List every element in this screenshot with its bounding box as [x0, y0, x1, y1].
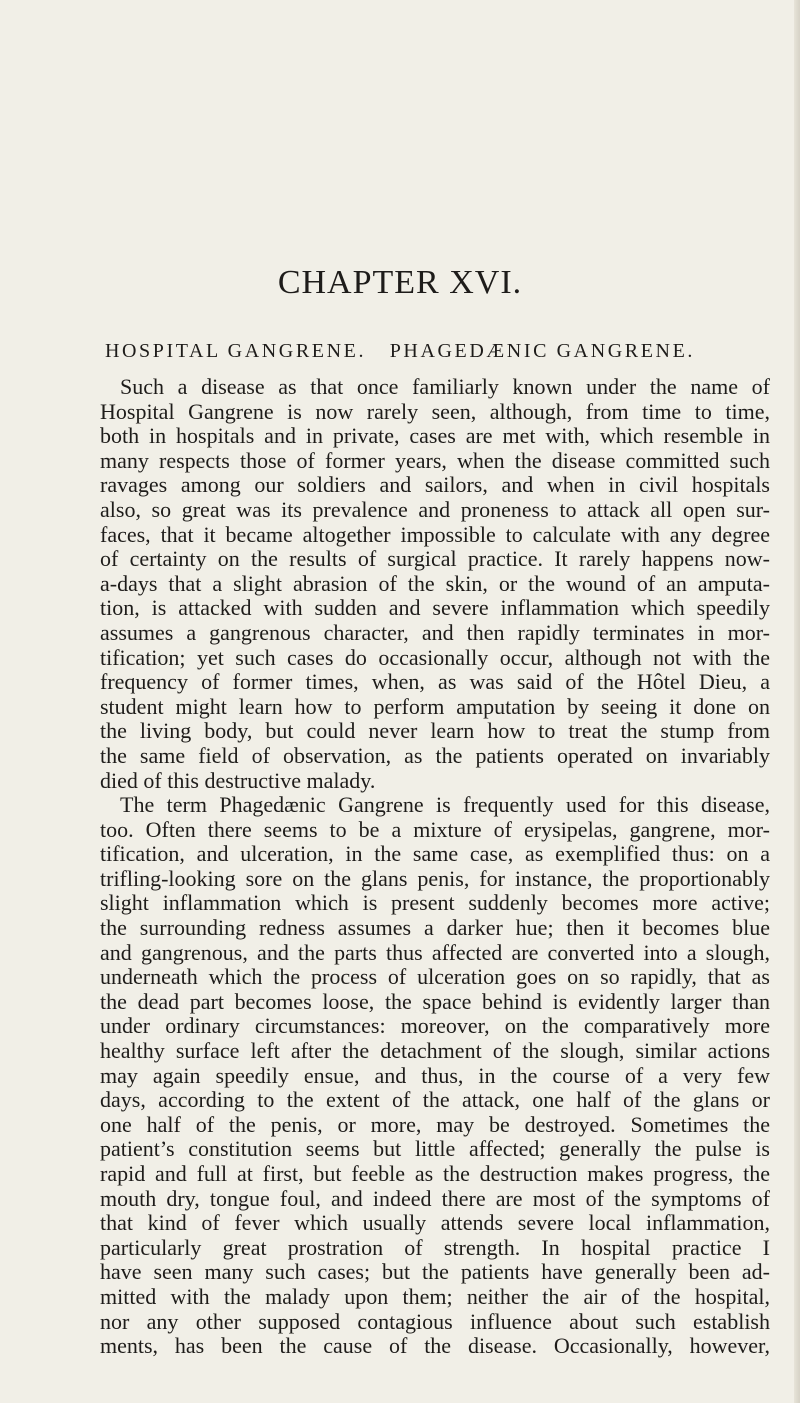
text-line: ments, has been the cause of the disease. Occasionally, however,: [100, 1334, 770, 1359]
text-line: tification; yet such cases do occasionally occur, although not with the: [100, 645, 770, 670]
text-line: particularly great prostration of strength. In hospital practice I: [100, 1235, 770, 1260]
section-heading: [0, 340, 800, 363]
text-line: days, according to the extent of the attack, one half of the glans or: [100, 1088, 770, 1113]
text-line: healthy surface left after the detachment of the slough, similar actions: [100, 1039, 770, 1064]
text-line: died of this destructive malady.: [100, 768, 376, 793]
text-line: patient’s constitution seems but little affected; generally the pulse is: [100, 1137, 770, 1162]
text-line: student might learn how to perform amputation by seeing it done on: [100, 694, 770, 719]
text-line: the same field of observation, as the patients operated on invariably: [100, 743, 770, 768]
text-line: the living body, but could never learn how to treat the stump from: [100, 719, 770, 744]
text-line: mouth dry, tongue foul, and indeed there are most of the symptoms of: [100, 1186, 770, 1211]
text-line: may again speedily ensue, and thus, in the course of a very few: [100, 1063, 770, 1088]
text-line: a-days that a slight abrasion of the skin, or the wound of an amputa-: [100, 571, 770, 596]
text-line: many respects those of former years, when the disease committed such: [100, 448, 770, 473]
text-line: tion, is attacked with sudden and severe inflammation which speedily: [100, 596, 770, 621]
text-line: the dead part becomes loose, the space behind is evidently larger than: [100, 989, 770, 1014]
text-line: one half of the penis, or more, may be destroyed. Sometimes the: [100, 1112, 770, 1137]
text-line: mitted with the malady upon them; neither the air of the hospital,: [100, 1284, 770, 1309]
text-line: trifling-looking sore on the glans penis, for instance, the proportionably: [100, 866, 770, 891]
page-edge: [794, 0, 800, 1403]
text-line: that kind of fever which usually attends severe local inflammation,: [100, 1211, 770, 1236]
text-line: assumes a gangrenous character, and then rapidly terminates in mor-: [100, 620, 770, 645]
text-line: tification, and ulceration, in the same case, as exemplified thus: on a: [100, 842, 770, 867]
text-line: frequency of former times, when, as was said of the Hôtel Dieu, a: [100, 670, 770, 695]
text-line: Such a disease as that once familiarly known under the name of: [120, 375, 770, 399]
text-line: have seen many such cases; but the patients have generally been ad-: [100, 1260, 770, 1285]
text-line: rapid and full at first, but feeble as the destruction makes progress, the: [100, 1162, 770, 1186]
text-line: and gangrenous, and the parts thus affected are converted into a slough,: [100, 940, 770, 965]
text-line: of certainty on the results of surgical practice. It rarely happens now-: [100, 547, 770, 572]
body-text: [100, 375, 770, 1359]
text-line: slight inflammation which is present suddenly becomes more active;: [100, 891, 770, 916]
text-line: nor any other supposed contagious influence about such establish: [100, 1309, 770, 1334]
text-line: too. Often there seems to be a mixture of erysipelas, gangrene, mor-: [100, 817, 770, 842]
text-line: ravages among our soldiers and sailors, and when in civil hospitals: [100, 473, 770, 498]
section-heading-right: PHAGEDÆNIC GANGRENE.: [389, 340, 696, 362]
text-line: both in hospitals and in private, cases are met with, which resemble in: [100, 424, 770, 449]
text-line: faces, that it became altogether impossible to calculate with any degree: [100, 522, 770, 547]
text-line: the surrounding redness assumes a darker hue; then it becomes blue: [100, 916, 770, 941]
text-line: underneath which the process of ulceration goes on so rapidly, that as: [100, 965, 770, 990]
text-line: under ordinary circumstances: moreover, on the comparatively more: [100, 1014, 770, 1039]
text-line: Hospital Gangrene is now rarely seen, although, from time to time,: [100, 399, 770, 424]
chapter-title: CHAPTER XVI.: [277, 264, 523, 301]
text-line: also, so great was its prevalence and proneness to attack all open sur-: [100, 497, 770, 522]
section-heading-left: HOSPITAL GANGRENE.: [104, 340, 367, 362]
text-line: The term Phagedænic Gangrene is frequently used for this disease,: [120, 793, 770, 818]
